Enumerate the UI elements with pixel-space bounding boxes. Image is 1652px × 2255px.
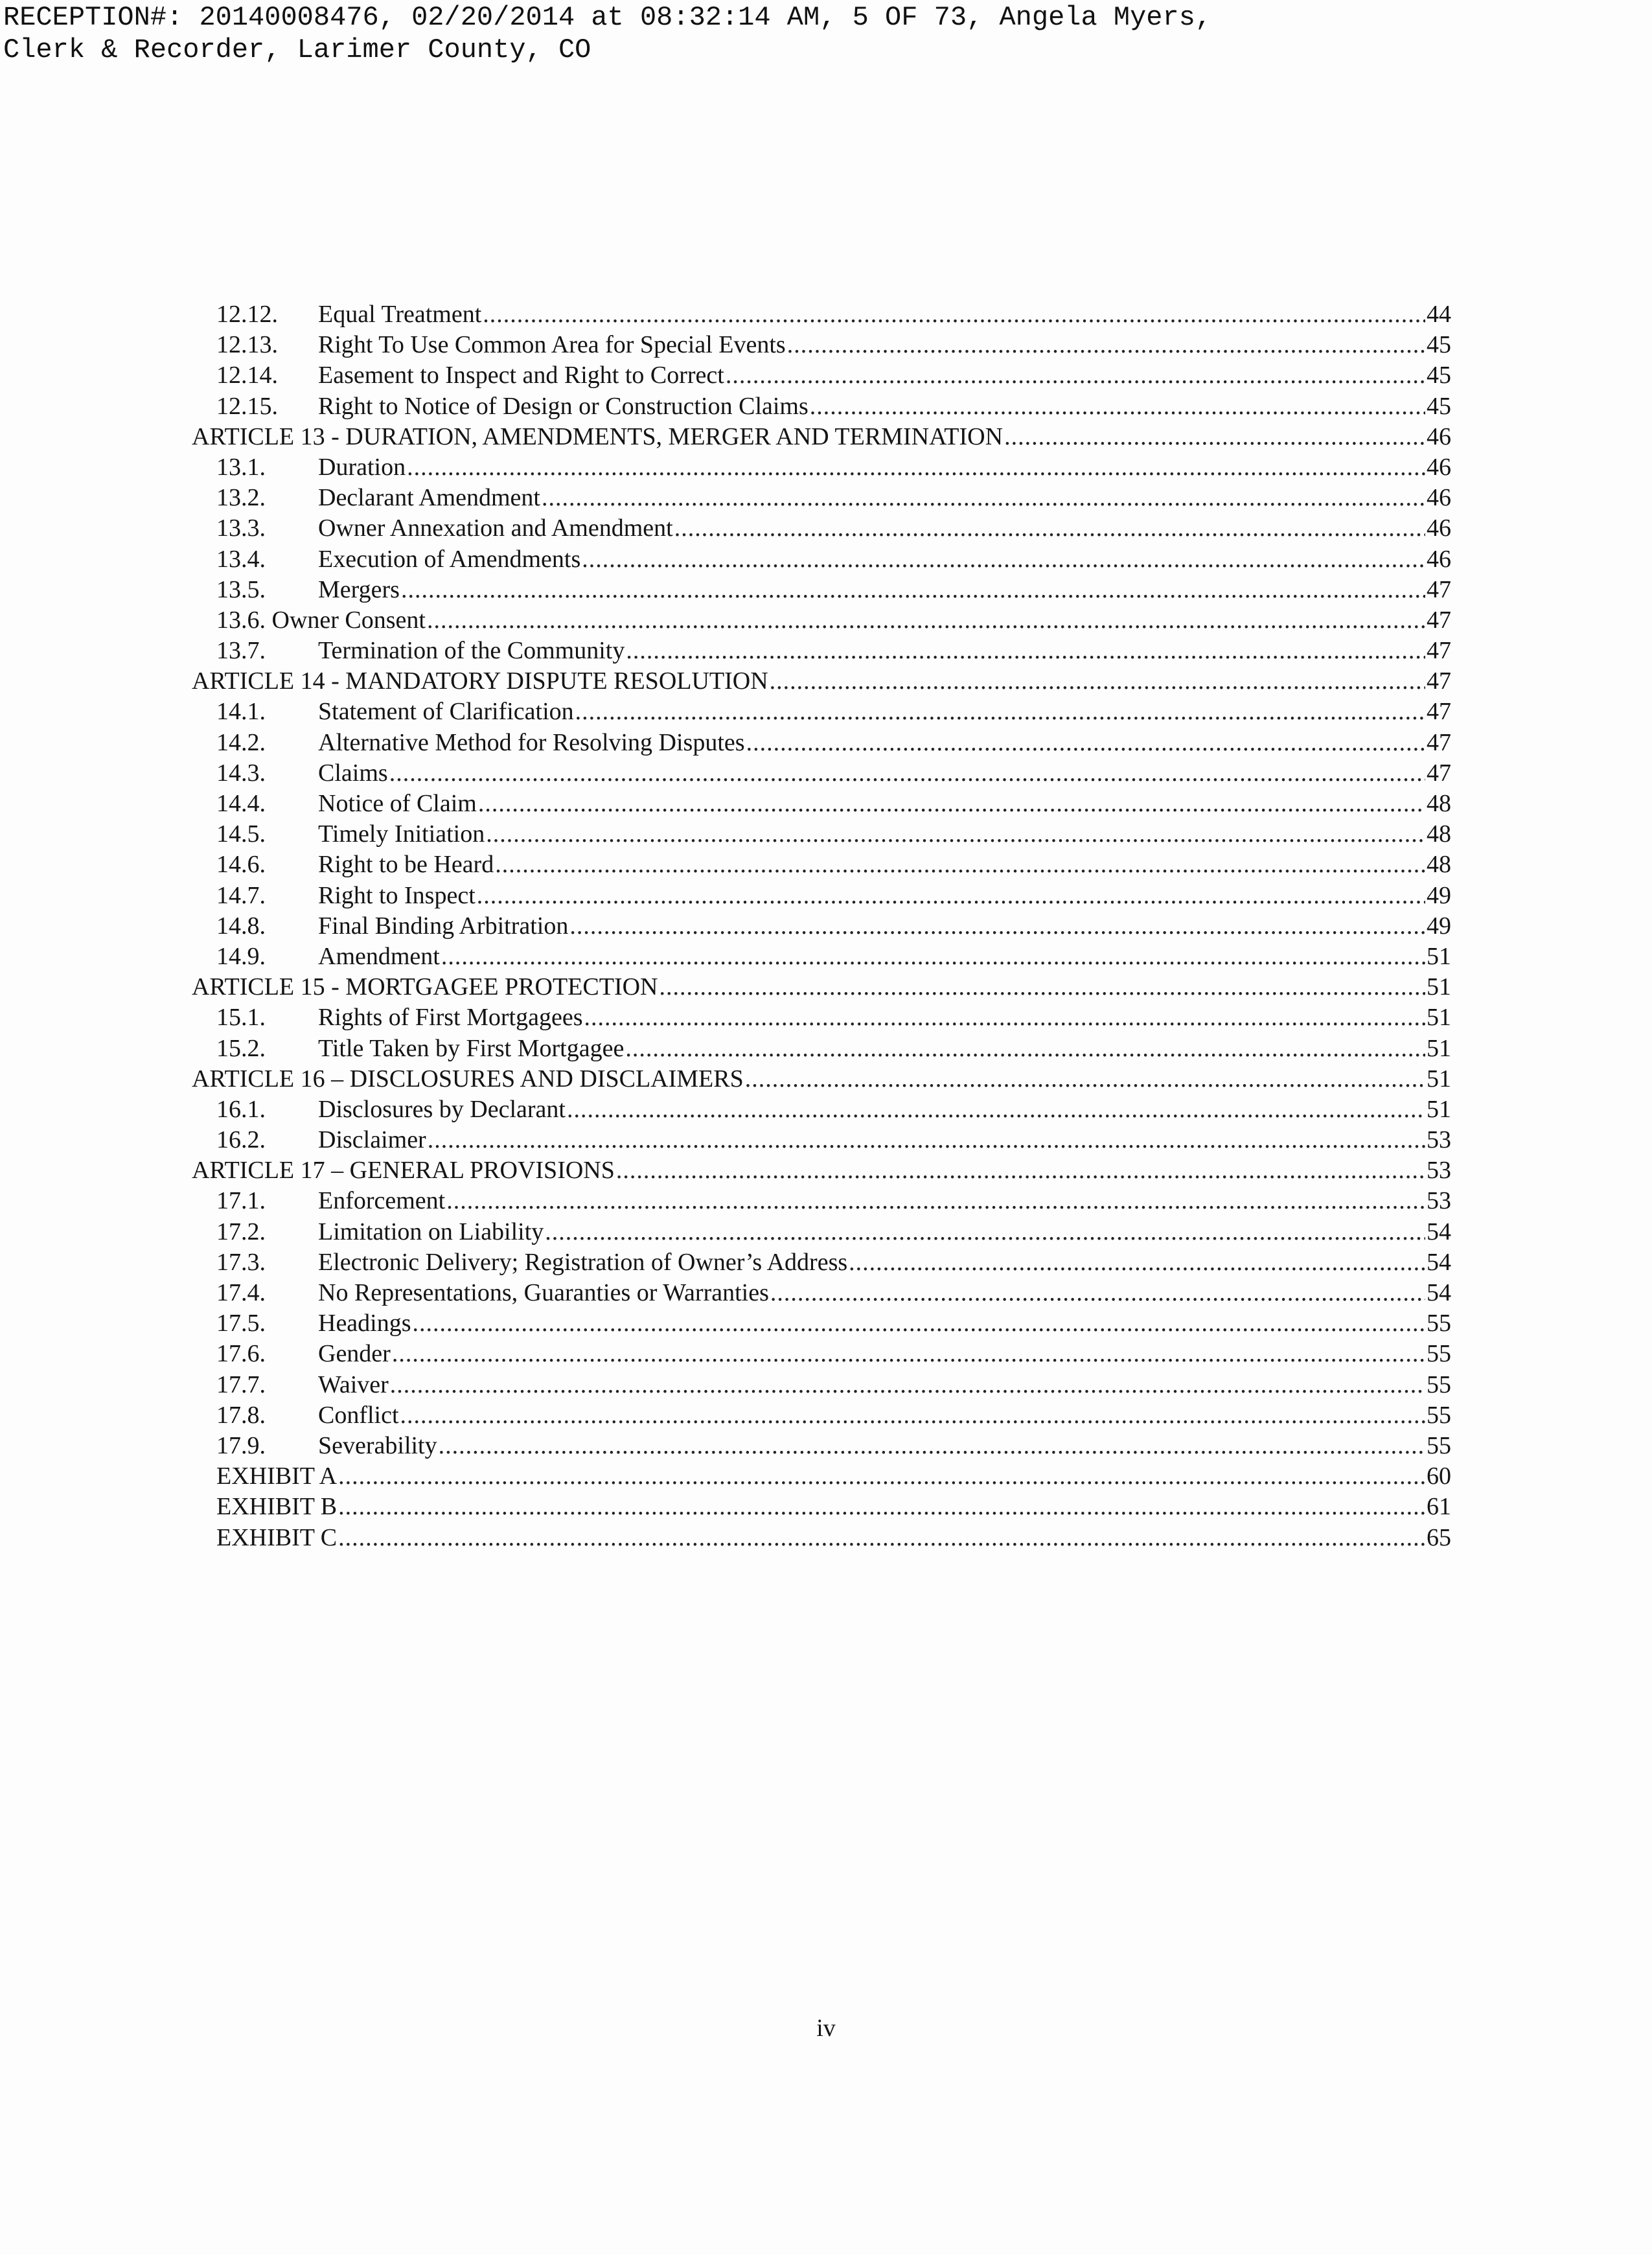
toc-entry-title: No Representations, Guaranties or Warranties <box>318 1279 769 1306</box>
toc-dot-leader <box>567 1094 1425 1125</box>
toc-entry-number: 16.1. <box>216 1095 266 1123</box>
toc-dot-leader <box>849 1247 1425 1278</box>
toc-dot-leader <box>575 697 1425 727</box>
toc-dot-leader <box>428 1125 1425 1155</box>
toc-entry-number: 13.1. <box>216 453 266 481</box>
toc-entry-page: 55 <box>1427 1340 1451 1368</box>
toc-entry-page: 61 <box>1427 1493 1451 1521</box>
toc-entry-number: 13.4. <box>216 545 266 573</box>
toc-entry-title: ARTICLE 17 – GENERAL PROVISIONS <box>192 1157 615 1185</box>
toc-entry-page: 48 <box>1427 851 1451 879</box>
toc-entry-section <box>192 575 1451 605</box>
toc-dot-leader <box>338 1492 1425 1522</box>
toc-entry-page: 47 <box>1427 667 1451 695</box>
toc-entry-section <box>192 330 1451 360</box>
toc-entry-page: 51 <box>1427 1065 1451 1093</box>
toc-entry-section <box>192 1278 1451 1308</box>
toc-entry-page: 51 <box>1427 942 1451 970</box>
toc-entry-page: 49 <box>1427 912 1451 940</box>
toc-entry-page: 65 <box>1427 1523 1451 1551</box>
toc-entry-number: 12.13. <box>216 331 278 359</box>
toc-entry-page: 47 <box>1427 759 1451 787</box>
toc-entry-section <box>192 1002 1451 1033</box>
toc-dot-leader <box>477 881 1425 911</box>
toc-entry-number: 17.4. <box>216 1279 266 1306</box>
toc-dot-leader <box>338 1461 1425 1492</box>
toc-entry-section <box>192 850 1451 880</box>
toc-entry-title: Severability <box>318 1431 437 1459</box>
toc-entry-number: 13.3. <box>216 515 266 542</box>
toc-entry-section <box>192 636 1451 666</box>
toc-entry-section <box>192 697 1451 727</box>
toc-entry-number: 15.1. <box>216 1004 266 1032</box>
toc-entry-page: 55 <box>1427 1431 1451 1459</box>
toc-dot-leader <box>478 789 1425 819</box>
toc-entry-title: Alternative Method for Resolving Disputes <box>318 728 745 756</box>
toc-entry-title: EXHIBIT A <box>216 1463 338 1490</box>
toc-entry-number: 17.2. <box>216 1218 266 1245</box>
toc-entry-section <box>192 299 1451 330</box>
toc-entry-section <box>192 1339 1451 1369</box>
toc-entry-page: 54 <box>1427 1218 1451 1245</box>
toc-entry-title: Disclosures by Declarant <box>318 1095 566 1123</box>
toc-entry-number: 12.14. <box>216 362 278 389</box>
toc-entry-section <box>192 1125 1451 1155</box>
toc-entry-title: Owner Annexation and Amendment <box>318 515 673 542</box>
toc-dot-leader <box>407 452 1425 483</box>
toc-entry-title: Mergers <box>318 575 400 603</box>
toc-entry-title: Right to be Heard <box>318 851 494 879</box>
toc-entry-page: 48 <box>1427 820 1451 848</box>
toc-entry-title: Limitation on Liability <box>318 1218 544 1245</box>
toc-dot-leader <box>400 1400 1425 1431</box>
toc-entry-page: 46 <box>1427 484 1451 512</box>
toc-entry-number: 17.8. <box>216 1401 266 1429</box>
toc-dot-leader <box>582 544 1425 575</box>
toc-entry-number: 15.2. <box>216 1034 266 1062</box>
toc-entry-section <box>192 360 1451 391</box>
toc-entry-number: 14.6. <box>216 851 266 879</box>
toc-entry-title: Headings <box>318 1310 411 1337</box>
toc-entry-section <box>192 789 1451 819</box>
toc-dot-leader <box>392 1339 1425 1369</box>
toc-entry-number: 17.3. <box>216 1248 266 1276</box>
toc-entry-title: Enforcement <box>318 1187 446 1215</box>
toc-entry-page: 51 <box>1427 1004 1451 1032</box>
toc-dot-leader <box>746 728 1425 758</box>
toc-entry-number: 17.1. <box>216 1187 266 1215</box>
toc-entry-page: 54 <box>1427 1279 1451 1306</box>
toc-entry-title: Electronic Delivery; Registration of Owner’s Address <box>318 1248 848 1276</box>
toc-entry-article <box>192 1064 1451 1094</box>
toc-dot-leader <box>441 942 1425 972</box>
toc-entry-number: 14.2. <box>216 728 266 756</box>
toc-dot-leader <box>439 1431 1425 1461</box>
toc-entry-title: Duration <box>318 453 406 481</box>
toc-dot-leader <box>770 1278 1425 1308</box>
toc-entry-number: 14.1. <box>216 698 266 726</box>
toc-entry-title: Right To Use Common Area for Special Events <box>318 331 786 359</box>
toc-entry-title: Timely Initiation <box>318 820 485 848</box>
reception-line-1: RECEPTION#: 20140008476, 02/20/2014 at 08:32:14 AM, 5 OF 73, Angela Myers, <box>3 2 1212 33</box>
toc-entry-title: Right to Inspect <box>318 881 476 909</box>
toc-entry-section <box>192 881 1451 911</box>
toc-entry-page: 60 <box>1427 1463 1451 1490</box>
toc-entry-title: ARTICLE 15 - MORTGAGEE PROTECTION <box>192 973 658 1001</box>
toc-entry-page: 55 <box>1427 1370 1451 1398</box>
page-number: iv <box>816 2015 836 2042</box>
toc-entry-page: 51 <box>1427 1095 1451 1123</box>
toc-entry-article <box>192 666 1451 697</box>
toc-entry-page: 48 <box>1427 790 1451 817</box>
toc-entry-page: 46 <box>1427 453 1451 481</box>
toc-dot-leader <box>483 299 1425 330</box>
toc-entry-exhibit <box>192 1523 1451 1553</box>
toc-entry-number: 12.15. <box>216 392 278 420</box>
toc-entry-section <box>192 544 1451 575</box>
toc-entry-number: 14.8. <box>216 912 266 940</box>
toc-entry-exhibit <box>192 1461 1451 1492</box>
toc-entry-title: Amendment <box>318 942 440 970</box>
table-of-contents <box>192 299 1451 1553</box>
toc-entry-page: 47 <box>1427 698 1451 726</box>
toc-entry-number: 17.6. <box>216 1340 266 1368</box>
toc-dot-leader <box>390 1370 1425 1400</box>
toc-entry-number: 16.2. <box>216 1126 266 1154</box>
toc-entry-page: 45 <box>1427 362 1451 389</box>
toc-entry-title: Declarant Amendment <box>318 484 540 512</box>
toc-dot-leader <box>486 819 1425 850</box>
toc-dot-leader <box>584 1002 1425 1033</box>
toc-entry-page: 46 <box>1427 422 1451 450</box>
toc-entry-title: Termination of the Community <box>318 637 625 665</box>
reception-stamp <box>3 1 1211 66</box>
toc-entry-title: Claims <box>318 759 388 787</box>
toc-entry-number: 14.4. <box>216 790 266 817</box>
toc-entry-title: Equal Treatment <box>318 301 482 328</box>
toc-entry-section <box>192 391 1451 422</box>
toc-entry-page: 55 <box>1427 1310 1451 1337</box>
toc-entry-page: 45 <box>1427 392 1451 420</box>
toc-entry-title: Final Binding Arbitration <box>318 912 569 940</box>
toc-dot-leader <box>810 391 1425 422</box>
toc-entry-section <box>192 1431 1451 1461</box>
toc-entry-title: Waiver <box>318 1370 389 1398</box>
toc-dot-leader <box>616 1155 1425 1186</box>
toc-entry-page: 51 <box>1427 1034 1451 1062</box>
toc-entry-section <box>192 1247 1451 1278</box>
toc-entry-section <box>192 513 1451 544</box>
toc-entry-page: 45 <box>1427 331 1451 359</box>
toc-entry-section <box>192 758 1451 789</box>
toc-entry-number: 14.7. <box>216 881 266 909</box>
toc-entry-title: Gender <box>318 1340 391 1368</box>
toc-entry-title: ARTICLE 13 - DURATION, AMENDMENTS, MERGER AND TERMINATION <box>192 422 1004 450</box>
toc-dot-leader <box>726 360 1425 391</box>
toc-entry-section <box>192 1217 1451 1247</box>
toc-dot-leader <box>674 513 1425 544</box>
toc-entry-title: Easement to Inspect and Right to Correct <box>318 362 724 389</box>
toc-entry-page: 46 <box>1427 515 1451 542</box>
toc-entry-number: 17.7. <box>216 1370 266 1398</box>
toc-dot-leader <box>625 1034 1425 1064</box>
toc-entry-title: Right to Notice of Design or Construction Claims <box>318 392 809 420</box>
toc-entry-number: 14.3. <box>216 759 266 787</box>
toc-entry-section <box>192 452 1451 483</box>
toc-dot-leader <box>787 330 1425 360</box>
toc-dot-leader <box>770 666 1425 697</box>
toc-dot-leader <box>413 1308 1425 1339</box>
toc-entry-section <box>192 942 1451 972</box>
toc-entry-exhibit <box>192 1492 1451 1522</box>
toc-dot-leader <box>446 1186 1425 1216</box>
toc-dot-leader <box>569 911 1425 942</box>
toc-entry-title: ARTICLE 14 - MANDATORY DISPUTE RESOLUTION <box>192 667 768 695</box>
toc-entry-title: EXHIBIT C <box>216 1523 338 1551</box>
toc-entry-section <box>192 1094 1451 1125</box>
toc-entry-article <box>192 972 1451 1002</box>
toc-entry-title: Execution of Amendments <box>318 545 581 573</box>
toc-entry-title: Title Taken by First Mortgagee <box>318 1034 625 1062</box>
toc-entry-section <box>192 483 1451 513</box>
toc-entry-number: 13.5. <box>216 575 266 603</box>
toc-entry-title: Disclaimer <box>318 1126 426 1154</box>
toc-dot-leader <box>745 1064 1425 1094</box>
toc-entry-title: Statement of Clarification <box>318 698 574 726</box>
toc-dot-leader <box>427 605 1425 636</box>
toc-entry-section <box>192 911 1451 942</box>
toc-dot-leader <box>626 636 1425 666</box>
toc-entry-section <box>192 1034 1451 1064</box>
toc-entry-inline <box>192 605 1451 636</box>
toc-entry-number: 13.7. <box>216 637 266 665</box>
toc-entry-title: Rights of First Mortgagees <box>318 1004 583 1032</box>
toc-dot-leader <box>660 972 1426 1002</box>
toc-entry-number: 14.9. <box>216 942 266 970</box>
toc-entry-section <box>192 1308 1451 1339</box>
toc-dot-leader <box>338 1523 1425 1553</box>
reception-line-2: Clerk & Recorder, Larimer County, CO <box>3 34 591 65</box>
toc-entry-title: Notice of Claim <box>318 790 477 817</box>
toc-entry-number: 17.5. <box>216 1310 266 1337</box>
toc-entry-number: 12.12. <box>216 301 278 328</box>
toc-dot-leader <box>389 758 1425 789</box>
toc-entry-title: EXHIBIT B <box>216 1493 338 1521</box>
toc-entry-page: 55 <box>1427 1401 1451 1429</box>
toc-entry-page: 46 <box>1427 545 1451 573</box>
toc-entry-number: 14.5. <box>216 820 266 848</box>
toc-entry-page: 47 <box>1427 606 1451 634</box>
toc-entry-section <box>192 819 1451 850</box>
toc-entry-section <box>192 728 1451 758</box>
toc-entry-page: 44 <box>1427 301 1451 328</box>
toc-entry-page: 47 <box>1427 575 1451 603</box>
toc-entry-number: 17.9. <box>216 1431 266 1459</box>
toc-entry-page: 53 <box>1427 1187 1451 1215</box>
toc-entry-section <box>192 1186 1451 1216</box>
toc-dot-leader <box>401 575 1425 605</box>
toc-entry-title: 13.6. Owner Consent <box>216 606 426 634</box>
toc-entry-page: 47 <box>1427 728 1451 756</box>
toc-entry-page: 49 <box>1427 881 1451 909</box>
toc-entry-page: 53 <box>1427 1157 1451 1185</box>
toc-entry-number: 13.2. <box>216 484 266 512</box>
toc-dot-leader <box>542 483 1425 513</box>
toc-entry-section <box>192 1400 1451 1431</box>
toc-dot-leader <box>545 1217 1425 1247</box>
toc-entry-page: 54 <box>1427 1248 1451 1276</box>
toc-dot-leader <box>495 850 1425 880</box>
toc-entry-title: ARTICLE 16 – DISCLOSURES AND DISCLAIMERS <box>192 1065 744 1093</box>
toc-entry-section <box>192 1370 1451 1400</box>
toc-entry-article <box>192 422 1451 452</box>
toc-entry-page: 53 <box>1427 1126 1451 1154</box>
toc-entry-title: Conflict <box>318 1401 399 1429</box>
toc-dot-leader <box>1004 422 1425 452</box>
toc-entry-article <box>192 1155 1451 1186</box>
toc-entry-page: 51 <box>1427 973 1451 1001</box>
toc-entry-page: 47 <box>1427 637 1451 665</box>
